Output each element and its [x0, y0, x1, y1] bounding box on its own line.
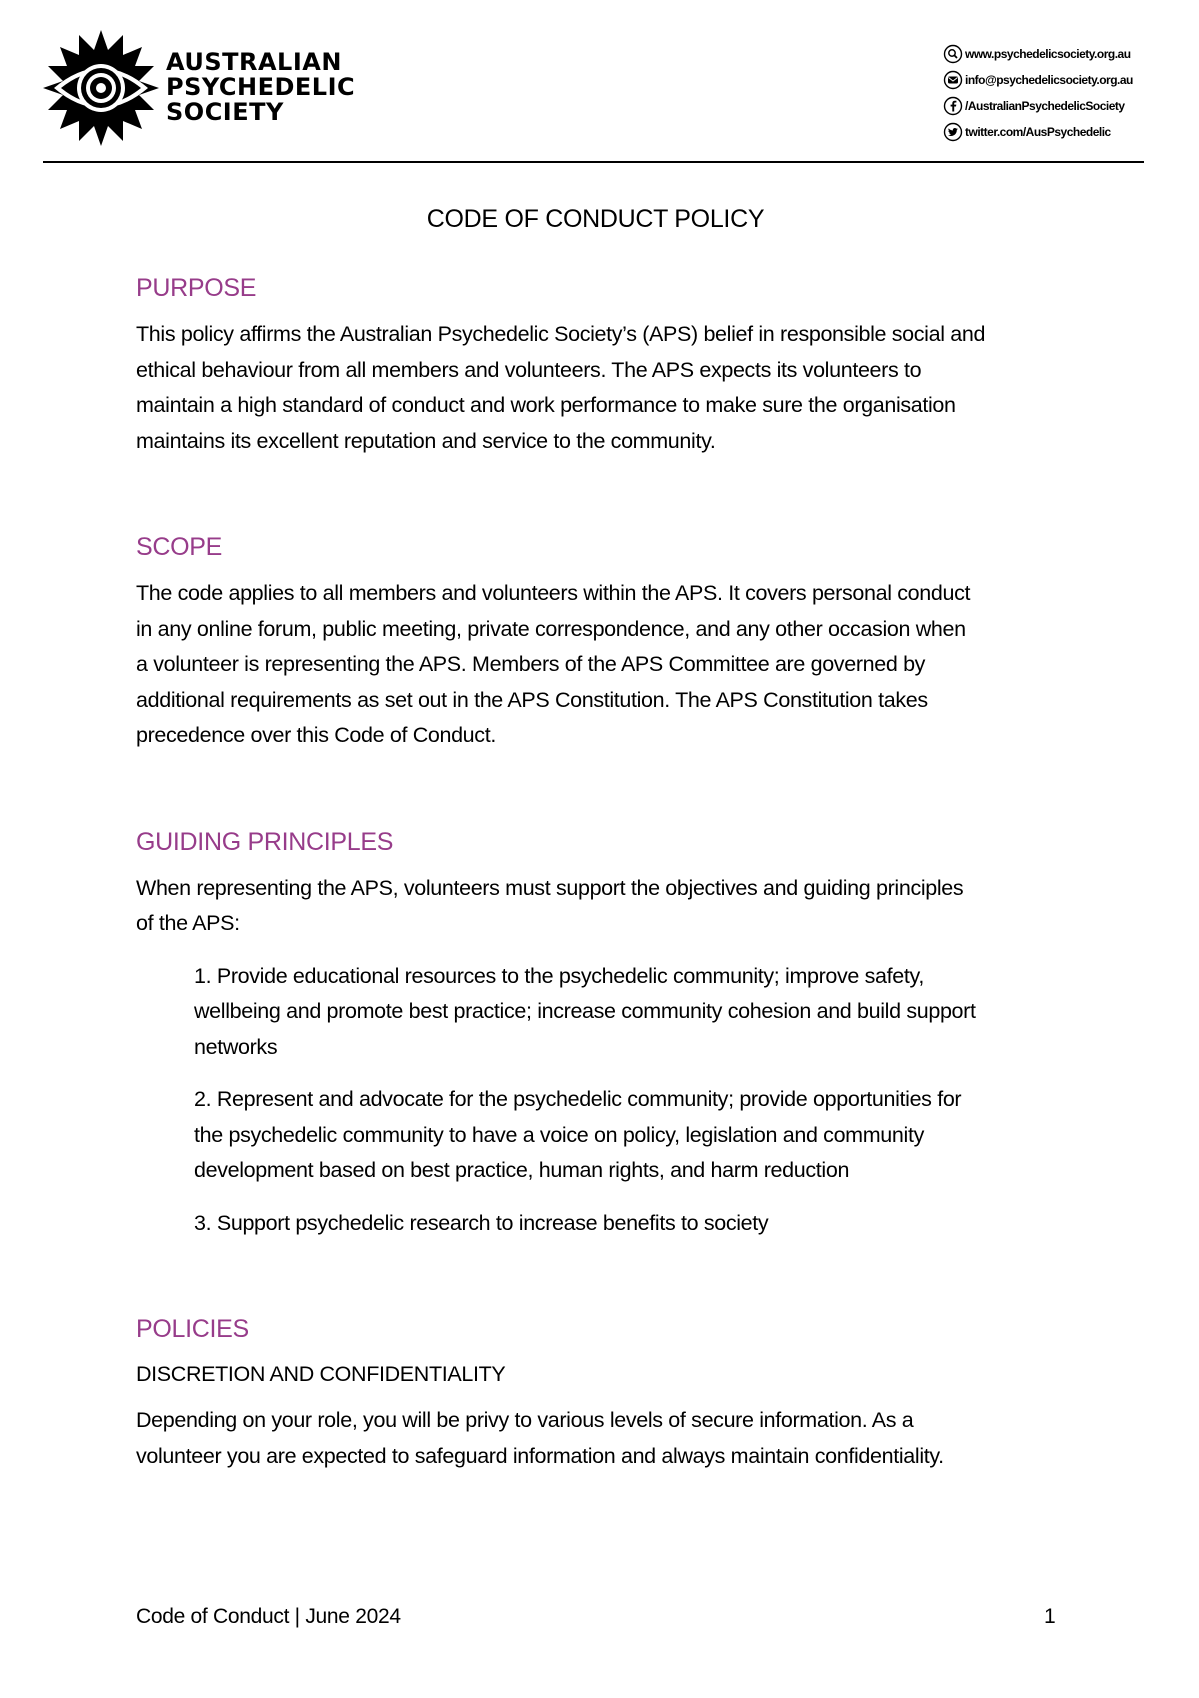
text-line: 2. Represent and advocate for the psychedelic community; provide opportunities for: [194, 1087, 962, 1111]
guiding-principles-intro: [136, 871, 1076, 942]
text-line: Depending on your role, you will be privy to various levels of secure information. As a: [136, 1408, 914, 1432]
document-body: [136, 205, 1076, 1474]
footer-document-info: Code of Conduct | June 2024: [136, 1605, 401, 1628]
contact-facebook[interactable]: [943, 93, 1143, 119]
text-line: additional requirements as set out in the APS Constitution. The APS Constitution takes: [136, 687, 928, 712]
web-icon: [943, 44, 963, 64]
page-number: 1: [1044, 1605, 1056, 1628]
contact-website[interactable]: [943, 41, 1143, 67]
text-line: 1. Provide educational resources to the psychedelic community; improve safety,: [194, 963, 924, 988]
contact-text: /AustralianPsychedelicSociety: [965, 99, 1125, 113]
list-item: [194, 959, 1074, 1066]
page-header: [43, 30, 1143, 162]
contact-twitter[interactable]: [943, 119, 1143, 145]
logo-line: SOCIETY: [166, 98, 284, 126]
text-line: wellbeing and promote best practice; increase community cohesion and build support: [194, 999, 976, 1023]
facebook-icon: [943, 96, 963, 116]
subsection-heading-discretion: DISCRETION AND CONFIDENTIALITY: [136, 1362, 506, 1386]
contact-text: www.psychedelicsociety.org.au: [965, 47, 1131, 61]
contact-email[interactable]: [943, 67, 1143, 93]
section-heading-purpose: PURPOSE: [136, 274, 257, 302]
text-line: maintain a high standard of conduct and work performance to make sure the organisation: [136, 393, 956, 417]
contact-text: info@psychedelicsociety.org.au: [965, 73, 1133, 87]
text-line: maintains its excellent reputation and service to the community.: [136, 428, 716, 453]
text-line: development based on best practice, human rights, and harm reduction: [194, 1158, 850, 1182]
text-line: of the APS:: [136, 911, 240, 935]
section-heading-scope: SCOPE: [136, 533, 223, 561]
logo-line: PSYCHEDELIC: [166, 73, 356, 101]
email-icon: [943, 70, 963, 90]
organisation-name: [166, 50, 355, 125]
text-line: When representing the APS, volunteers must support the objectives and guiding principles: [136, 875, 964, 900]
twitter-icon: [943, 122, 963, 142]
aps-logo-icon: [43, 30, 159, 146]
text-line: ethical behaviour from all members and volunteers. The APS expects its volunteers to: [136, 357, 922, 382]
section-heading-policies: POLICIES: [136, 1315, 249, 1343]
text-line: networks: [194, 1034, 278, 1059]
guiding-principles-list: [194, 959, 1074, 1242]
text-line: a volunteer is representing the APS. Members of the APS Committee are governed by: [136, 652, 926, 676]
text-line: in any online forum, public meeting, private correspondence, and any other occasion when: [136, 616, 966, 641]
text-line: precedence over this Code of Conduct.: [136, 723, 496, 747]
section-heading-guiding-principles: GUIDING PRINCIPLES: [136, 827, 394, 856]
discretion-paragraph: [136, 1403, 1076, 1474]
header-divider: [43, 161, 1144, 163]
text-line: The code applies to all members and volunteers within the APS. It covers personal conduct: [136, 581, 971, 605]
text-line: This policy affirms the Australian Psychedelic Society’s (APS) belief in responsible social and: [136, 322, 986, 346]
text-line: the psychedelic community to have a voice on policy, legislation and community: [194, 1122, 924, 1147]
scope-paragraph: [136, 576, 1076, 754]
contact-text: twitter.com/AusPsychedelic: [965, 125, 1111, 139]
text-line: 3. Support psychedelic research to increase benefits to society: [194, 1210, 769, 1235]
document-title: CODE OF CONDUCT POLICY: [426, 205, 765, 233]
list-item: [194, 1082, 1074, 1189]
text-line: volunteer you are expected to safeguard information and always maintain confidentiality.: [136, 1443, 944, 1468]
list-item: [194, 1206, 1074, 1242]
contact-list: [943, 41, 1143, 145]
purpose-paragraph: [136, 317, 1076, 459]
logo-line: AUSTRALIAN: [166, 48, 342, 76]
